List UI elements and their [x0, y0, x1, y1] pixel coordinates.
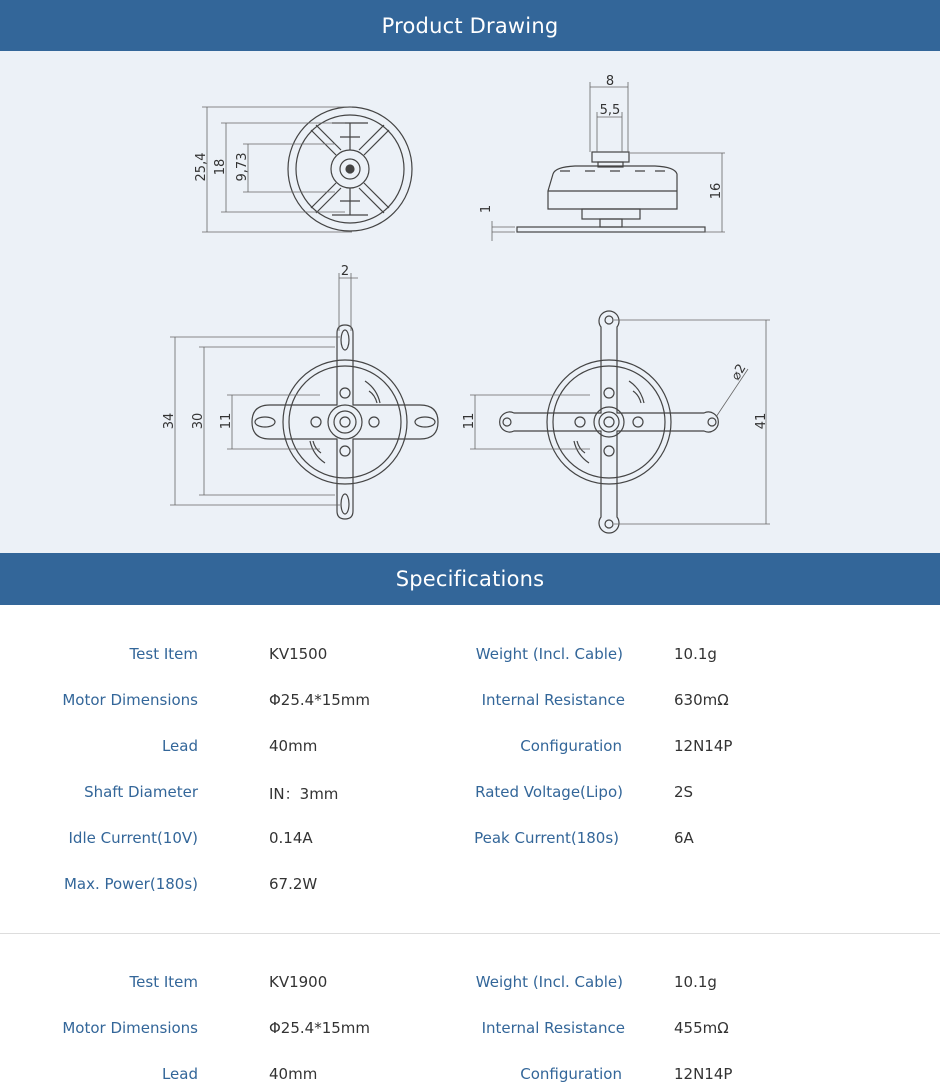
spec-label: Shaft Diameter [84, 783, 198, 801]
dim-41: 41 [754, 412, 769, 430]
dim-18: 18 [213, 158, 228, 176]
product-drawing-header [0, 0, 940, 51]
spec-value: KV1500 [269, 645, 328, 663]
spec-label: Lead [161, 1065, 198, 1083]
dim-8: 8 [605, 74, 615, 89]
bottom-view-right [470, 311, 770, 533]
dim-34: 34 [162, 412, 177, 430]
spec-value: 630mΩ [674, 691, 729, 709]
spec-label: Idle Current(10V) [68, 829, 198, 847]
spec-value: 10.1g [674, 645, 717, 663]
spec-value: 6A [674, 829, 694, 847]
dim-1: 1 [479, 204, 494, 214]
spec-value: 0.14A [269, 829, 313, 847]
spec-value: Φ25.4*15mm [269, 691, 371, 709]
spec-value: 12N14P [674, 1065, 733, 1083]
bottom-view-left [170, 273, 438, 519]
spec-label: Configuration [520, 1065, 622, 1083]
spec-value: KV1900 [269, 973, 328, 991]
spec-label: Lead [161, 737, 198, 755]
dim-9-73: 9,73 [235, 152, 250, 182]
spec-value: 40mm [269, 1065, 318, 1083]
dim-11-left: 11 [219, 412, 234, 430]
divider [0, 933, 940, 934]
dim-11-right: 11 [462, 412, 477, 430]
front-view-top [202, 107, 412, 232]
spec-value: 40mm [269, 737, 318, 755]
dim-16: 16 [709, 182, 724, 200]
spec-label: Rated Voltage(Lipo) [475, 783, 623, 801]
dim-phi-2: ⌀2 [728, 361, 750, 383]
specifications-header [0, 553, 940, 605]
spec-label: Peak Current(180s) [474, 829, 619, 847]
dim-5-5: 5,5 [599, 103, 621, 118]
technical-drawing [0, 51, 940, 553]
specifications-title: Specifications [395, 567, 545, 591]
dim-2: 2 [340, 264, 350, 279]
spec-label: Weight (Incl. Cable) [475, 645, 623, 663]
spec-label: Internal Resistance [481, 1019, 625, 1037]
spec-label: Weight (Incl. Cable) [475, 973, 623, 991]
spec-label: Test Item [129, 973, 198, 991]
spec-label: Motor Dimensions [62, 1019, 198, 1037]
spec-value: 12N14P [674, 737, 733, 755]
spec-label: Motor Dimensions [62, 691, 198, 709]
dim-25-4: 25,4 [194, 152, 209, 182]
product-drawing-title: Product Drawing [381, 13, 559, 38]
spec-value: Φ25.4*15mm [269, 1019, 371, 1037]
spec-value: 455mΩ [674, 1019, 729, 1037]
dim-30: 30 [191, 412, 206, 430]
spec-label: Test Item [129, 645, 198, 663]
spec-value: 10.1g [674, 973, 717, 991]
spec-value: IN：3mm [269, 785, 339, 803]
spec-label: Configuration [520, 737, 622, 755]
spec-value: 2S [674, 783, 694, 801]
drawing-svg [0, 51, 940, 553]
spec-label: Internal Resistance [481, 691, 625, 709]
spec-value: 67.2W [269, 875, 318, 893]
spec-label: Max. Power(180s) [63, 875, 198, 893]
